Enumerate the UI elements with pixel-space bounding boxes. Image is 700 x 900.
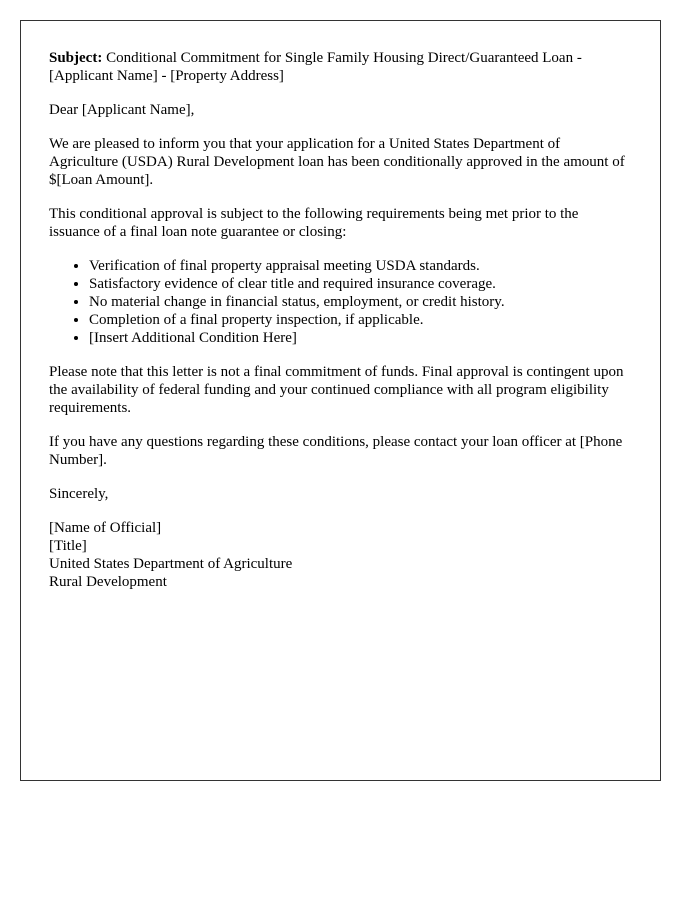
list-item: • Satisfactory evidence of clear title and required insurance coverage. xyxy=(89,275,632,293)
subject-text: Conditional Commitment for Single Family Housing Direct/Guaranteed Loan - [Applicant Name] - [Property Address] xyxy=(49,50,582,84)
official-name: [Name of Official] xyxy=(49,520,162,536)
salutation: Dear [Applicant Name], xyxy=(49,102,195,118)
subject-line xyxy=(49,49,632,85)
signature-block xyxy=(49,519,632,591)
list-item: • Verification of final property appraisal meeting USDA standards. xyxy=(89,257,632,275)
list-item: • No material change in financial status, employment, or credit history. xyxy=(89,293,632,311)
disclaimer-paragraph: Please note that this letter is not a final commitment of funds. Final approval is contingent upon the availability of federal funding and your continued compliance with all program eligibility requirements. xyxy=(49,364,624,416)
requirements-intro: This conditional approval is subject to the following requirements being met prior to the issuance of a final loan note guarantee or closing: xyxy=(49,206,579,240)
letter xyxy=(20,20,661,781)
official-title: [Title] xyxy=(49,538,87,554)
department: United States Department of Agriculture xyxy=(49,556,293,572)
approval-paragraph: We are pleased to inform you that your application for a United States Department of Agriculture (USDA) Rural Development loan has been conditionally approved in the amount of $[Loan Amount]. xyxy=(49,136,625,188)
subject-label: Subject: xyxy=(49,50,103,66)
contact-paragraph: If you have any questions regarding these conditions, please contact your loan officer at [Phone Number]. xyxy=(49,434,623,468)
list-item: • [Insert Additional Condition Here] xyxy=(89,329,632,347)
list-item: • Completion of a final property inspection, if applicable. xyxy=(89,311,632,329)
closing: Sincerely, xyxy=(49,486,109,502)
agency: Rural Development xyxy=(49,574,167,590)
conditions-list xyxy=(49,257,632,347)
